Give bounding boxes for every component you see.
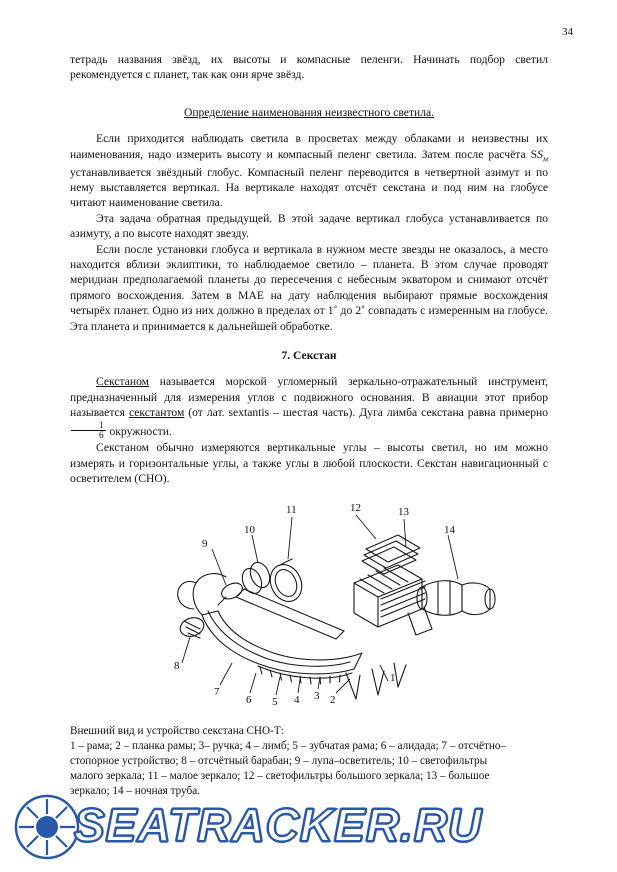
- caption-line-1: Внешний вид и устройство секстана СНО-Т:: [70, 725, 284, 737]
- figure-label-13: 13: [398, 506, 409, 518]
- paragraph-planet-detect: Если после установки глобуса и вертикала в нужном месте звезды не оказалось, а место находится вблизи эклиптики, то наблюдаемое светило – планета. В этом случае проводят меридиан предполагаемой планеты до пересечения с небесным экватором и снимают отсчёт прямого восхождения. Затем в МАЕ на дату наблюдения выбирают прямые восхождения четырёх планет. Одно из них должно в пределах от 1˚ до 2˚ совпадать с измеренным на глобусе. Эта планета и принимается к дальнейшей обработке.: [70, 242, 548, 333]
- figure-label-1: 1: [390, 672, 396, 684]
- page-number: 34: [562, 26, 573, 38]
- figure-label-9: 9: [202, 538, 208, 550]
- figure-label-3: 3: [314, 690, 320, 702]
- figure-label-7: 7: [214, 686, 220, 698]
- paragraph-sextant-usage: Секстаном обычно измеряются вертикальные углы – высоты светил, но им можно измерять и горизонтальные углы, а также углы в любой плоскости. Секстан навигационный с осветителем (СНО).: [70, 441, 548, 486]
- caption-line-4: малого зеркала; 11 – малое зеркало; 12 – светофильтры большого зеркала; 13 – большое: [70, 770, 490, 782]
- caption-line-2: 1 – рама; 2 – планка рамы; 3– ручка; 4 – лимб; 5 – зубчатая рама; 6 – алидада; 7 – отсчётно–: [70, 740, 507, 752]
- paragraph-intro: тетрадь названия звёзд, их высоты и компасные пеленги. Начинать подбор светил рекомендуется с планет, так как они ярче звёзд.: [70, 53, 548, 82]
- caption-line-3: стопорное устройство; 8 – отсчётный барабан; 9 – лупа–осветитель; 10 – светофильтры: [70, 755, 488, 767]
- figure-label-10: 10: [244, 524, 255, 536]
- caption-line-5: зеркало; 14 – ночная труба.: [70, 785, 200, 797]
- paragraph-reverse-task: Эта задача обратная предыдущей. В этой задаче вертикал глобуса устанавливается по азимуту, а по высоте находят звезду.: [70, 211, 548, 241]
- figure-sextant-diagram: [140, 487, 500, 717]
- subheading-unknown-star: Определение наименования неизвестного светила.: [183, 105, 435, 119]
- figure-label-4: 4: [294, 694, 300, 706]
- figure-caption: [70, 724, 550, 799]
- figure-label-8: 8: [174, 660, 180, 672]
- paragraph-sextant-definition: Секстаном называется морской угломерный зеркально-отражательный инструмент, предназначенный для измерения углов с подвижного основания. В авиации этот прибор называется секстантом (от лат. sextantis – шестая часть). Дуга лимба секстана равна примерно $\frac{1}{6}$ окружности.: [70, 375, 548, 441]
- figure-label-5: 5: [272, 696, 278, 708]
- watermark-text: SEATRACKER.RU: [74, 799, 483, 851]
- subscript-sm: м: [542, 153, 548, 163]
- watermark: [0, 792, 617, 872]
- fraction-one-sixth: $\frac{1}{6}$: [71, 421, 106, 441]
- figure-label-14: 14: [444, 524, 455, 536]
- document-body: [70, 52, 548, 487]
- figure-label-12: 12: [350, 502, 361, 514]
- figure-label-6: 6: [246, 694, 252, 706]
- figure-label-2: 2: [330, 694, 336, 706]
- figure-label-11: 11: [286, 504, 297, 516]
- watermark-logo-icon: [14, 794, 80, 860]
- section-heading-sextant: 7. Секстан: [281, 349, 337, 363]
- paragraph-unknown-star: Если приходится наблюдать светила в просветах между облаками и неизвестны их наименования, надо измерить высоту и компасный пеленг светила. Затем после расчёта $SS_м$ устанавливается звёздный глобус. Компасный пеленг переводится в четвертной азимут и по нему выставляется вертикал. На вертикале находят отсчёт секстана и под ним на глобусе читают наименование светила.: [70, 132, 548, 210]
